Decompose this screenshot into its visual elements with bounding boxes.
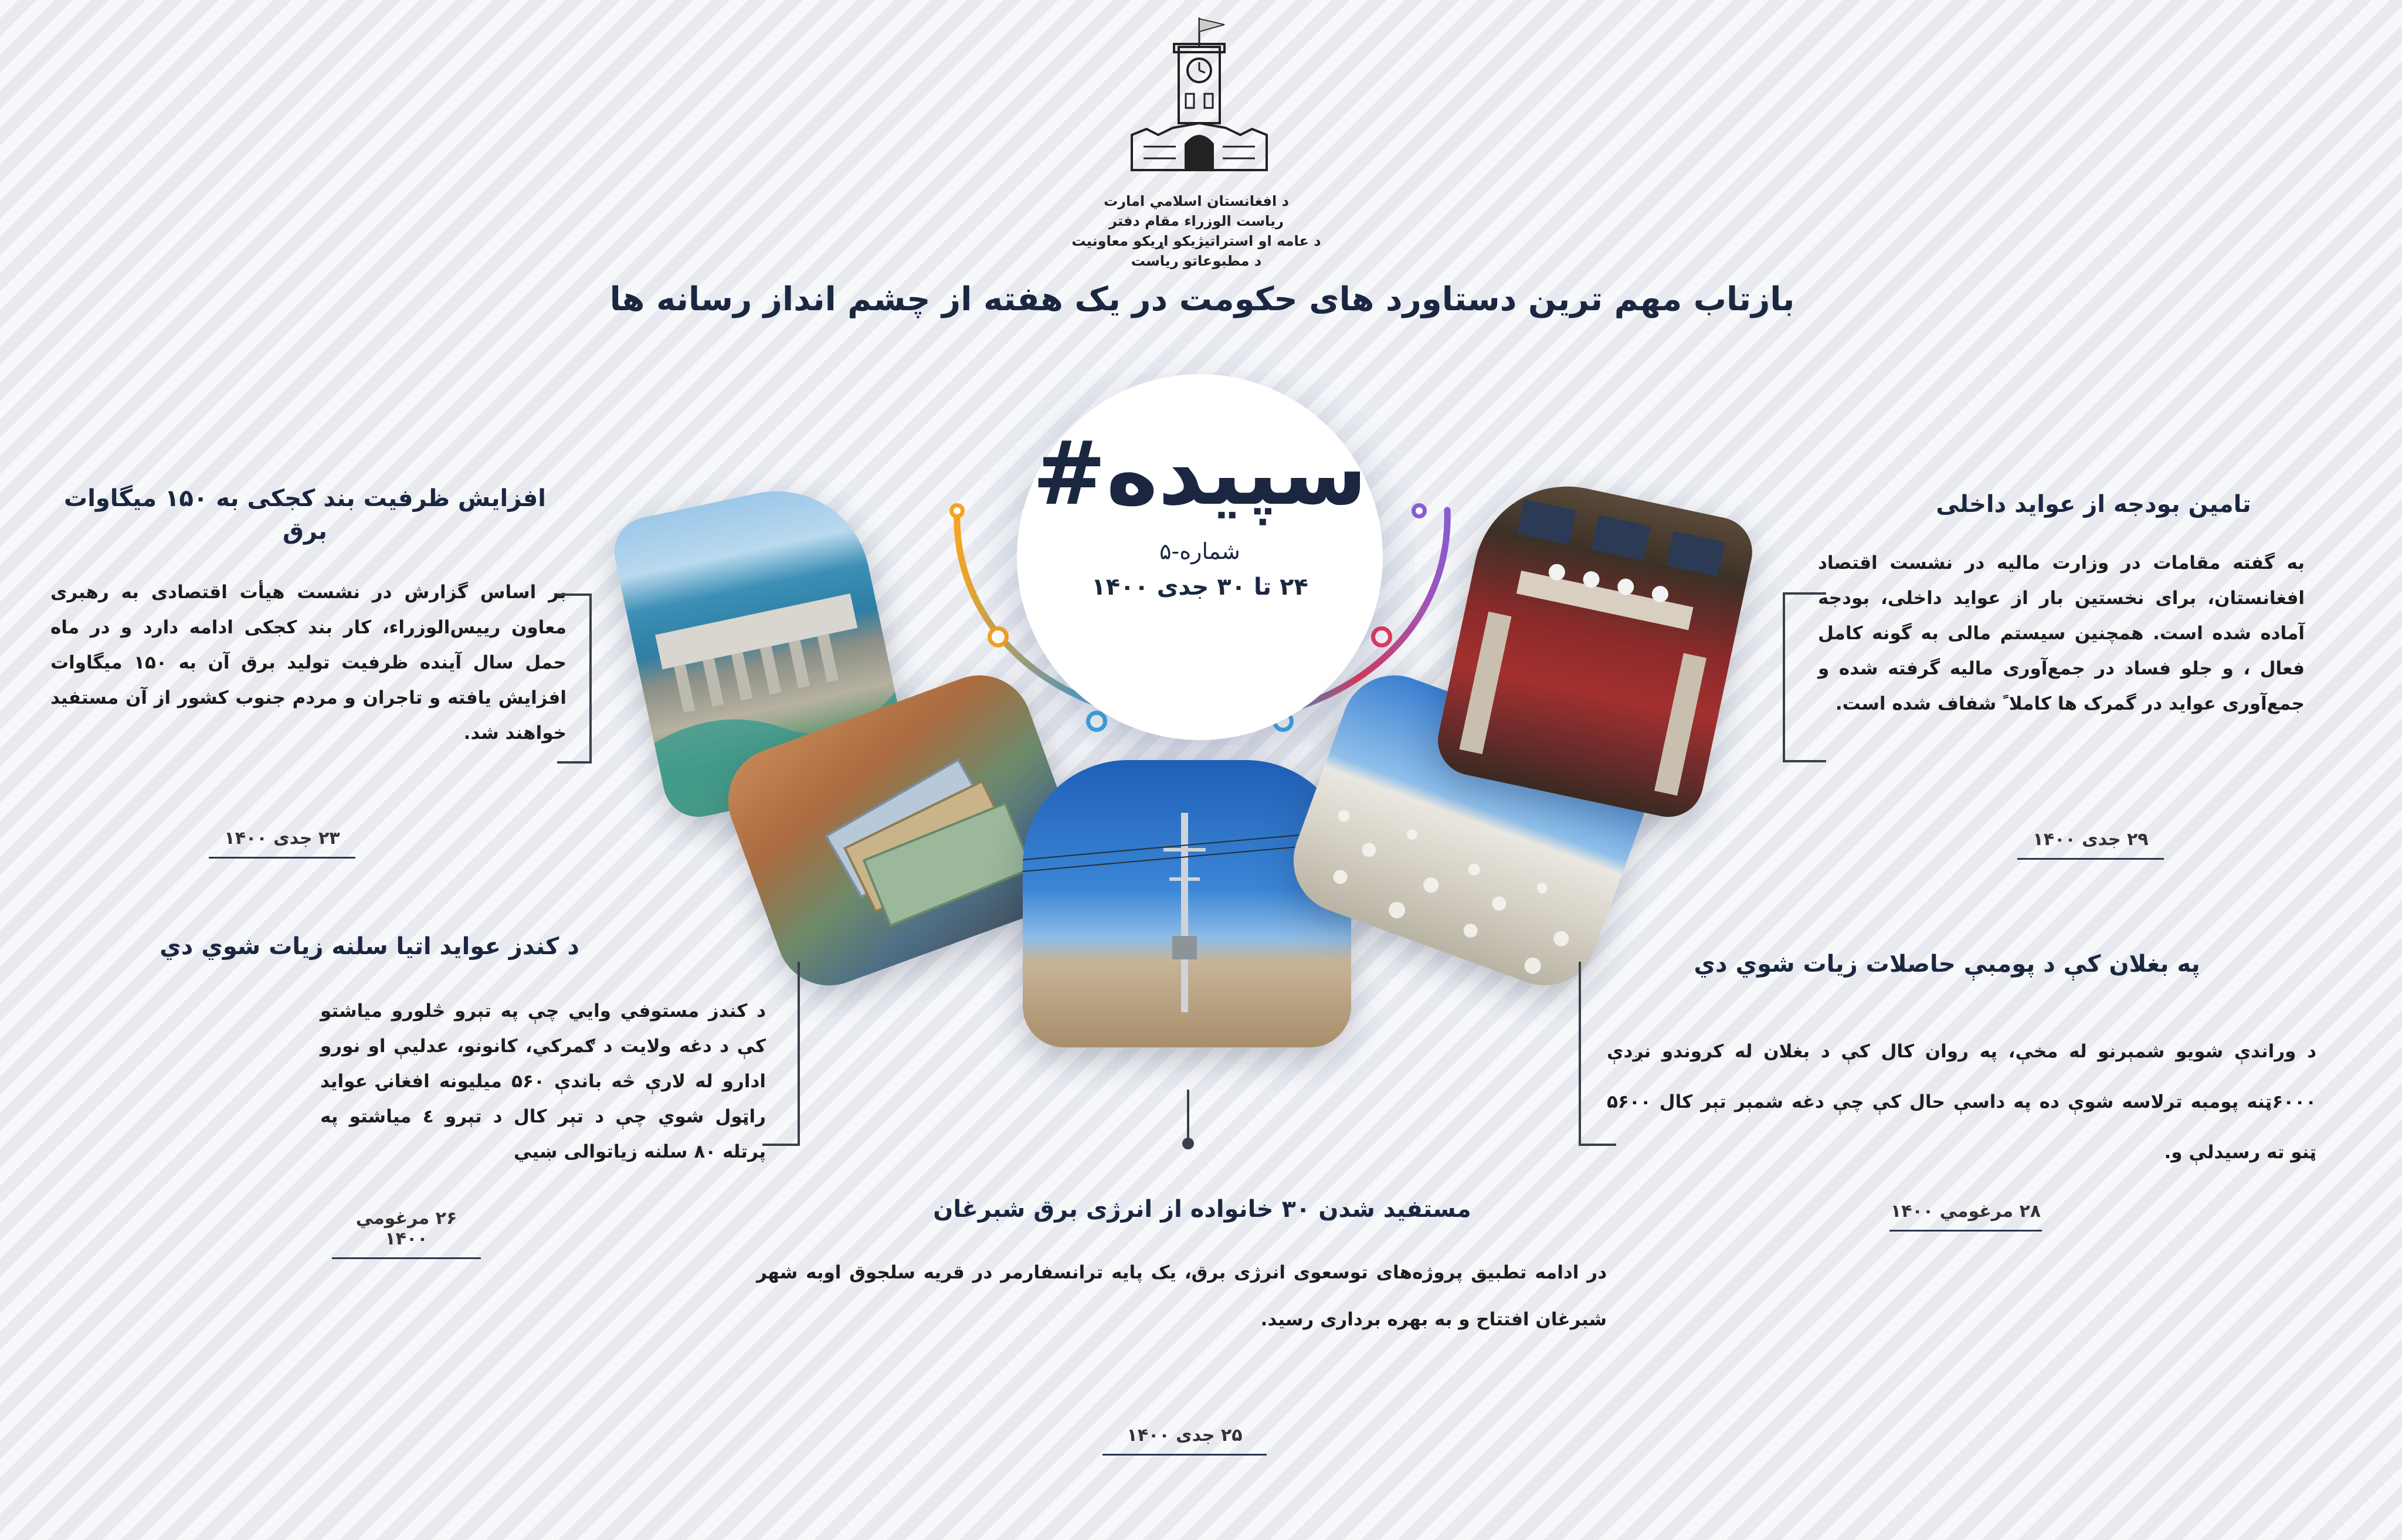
logo-line-4: د مطبوعاتو رياست — [1131, 253, 1262, 269]
sheberghan-title: مستفید شدن ۳۰ خانواده از انرژی برق شبرغان — [933, 1196, 1471, 1223]
meeting-photo — [1431, 469, 1759, 823]
hashtag-title: #سپیده — [1032, 423, 1368, 525]
budget-bracket — [1783, 592, 1826, 762]
clock-tower-logo — [1120, 12, 1278, 188]
kunduz-title: د کندز عواید اتیا سلنه زیات شوي دي — [160, 933, 579, 960]
kajaki-bracket — [557, 593, 592, 764]
baghlan-bracket — [1579, 962, 1616, 1146]
sheberghan-date: ۲۵ جدی ۱۴۰۰ — [1102, 1425, 1267, 1456]
sheberghan-body: در ادامه تطبیق پروژه‌های توسعوی انرژی برق، یک پایه ترانسفارمر در قریه سلجوق اوبه شهر شبرغان افتتاح و به بهره برداری رسید. — [756, 1262, 1607, 1330]
power-pole-photo — [1023, 760, 1351, 1047]
kunduz-date: ۲۶ مرغومي ۱۴۰۰ — [332, 1208, 481, 1259]
issue-number: شماره-۵ — [1159, 538, 1240, 564]
kajaki-body: بر اساس گزارش در نشست هیأت اقتصادی به رهبری معاون رییس‌الوزراء، کار بند کجکی ادامه دارد و در ماه حمل سال آینده ظرفیت تولید برق آن به ۱۵۰ میگاوات افزایش یافته و تاجران و مردم جنوب کشور از آن مستفید خواهند شد. — [50, 582, 566, 744]
sheberghan-connector-dot — [1182, 1138, 1194, 1149]
arc-dot-red — [1371, 626, 1392, 647]
issue-dates: ۲۴ تا ۳۰ جدی ۱۴۰۰ — [1091, 574, 1308, 601]
page-title: بازتاب مهم ترین دستاورد های حکومت در یک هفته از چشم انداز رسانه ها — [609, 280, 1795, 318]
logo-line-1: د افغانستان اسلامي امارت — [1104, 193, 1289, 209]
arc-dot-orange — [988, 626, 1009, 647]
center-badge — [1017, 374, 1383, 740]
arc-dot-blue-left — [1086, 711, 1107, 732]
kajaki-date: ۲۳ جدی ۱۴۰۰ — [209, 828, 355, 859]
logo-line-3: د عامه او استراتيژيکو اړيکو معاونيت — [1071, 233, 1321, 249]
sheberghan-connector — [1187, 1090, 1189, 1142]
arc-dot-top-left — [949, 503, 965, 518]
header-logo-text — [1044, 191, 1349, 271]
kunduz-body: د کندز مستوفي وايي چې په تېرو څلورو مياشتو کې د دغه ولايت د ګمرکي، کانونو، عدليې او نورو ادارو له لارې څه باندې ۵۶۰ میلیونه افغانۍ عواید راټول شوي چې د تېر کال د تېرو ٤ میاشتو په پرتله ۸۰ سلنه زیاتوالی ښيي — [320, 1000, 766, 1162]
kajaki-title: افزایش ظرفیت بند کجکی به ۱۵۰ میگاوات برق — [64, 485, 546, 545]
budget-body: به گفته مقامات در وزارت مالیه در نشست اقتصاد افغانستان، برای نخستین بار از عواید داخلی، بودجه آماده شده است. همچنین سیستم مالی به گونه کامل فعال ، و جلو فساد در جمع‌آوری مالیه گرفته شده و جمع‌آوری عواید در گمرک ها کاملا ً شفاف شده است. — [1818, 552, 2305, 714]
budget-title: تامین بودجه از عواید داخلی — [1936, 491, 2251, 518]
power-pole-icon — [1023, 760, 1351, 1047]
budget-date: ۲۹ جدی ۱۴۰۰ — [2017, 829, 2164, 860]
baghlan-body: د وراندې شويو شمېرنو له مخې، په روان کال کې د بغلان له کروندو نږدې ۶۰۰۰ټنه پومبه ترلاسه شوې ده په داسې حال کې چې دغه شمېر تېر کال ۵۶۰۰ ټنو ته رسیدلې و. — [1607, 1041, 2316, 1163]
logo-line-2: ریاست الوزراء مقام دفتر — [1109, 213, 1284, 229]
baghlan-title: په بغلان کې د پومبې حاصلات زیات شوي دي — [1694, 951, 2200, 978]
kunduz-bracket — [762, 962, 800, 1146]
arc-dot-top-right — [1412, 503, 1427, 518]
meeting-icon — [1431, 469, 1759, 823]
baghlan-date: ۲۸ مرغومي ۱۴۰۰ — [1889, 1201, 2042, 1232]
